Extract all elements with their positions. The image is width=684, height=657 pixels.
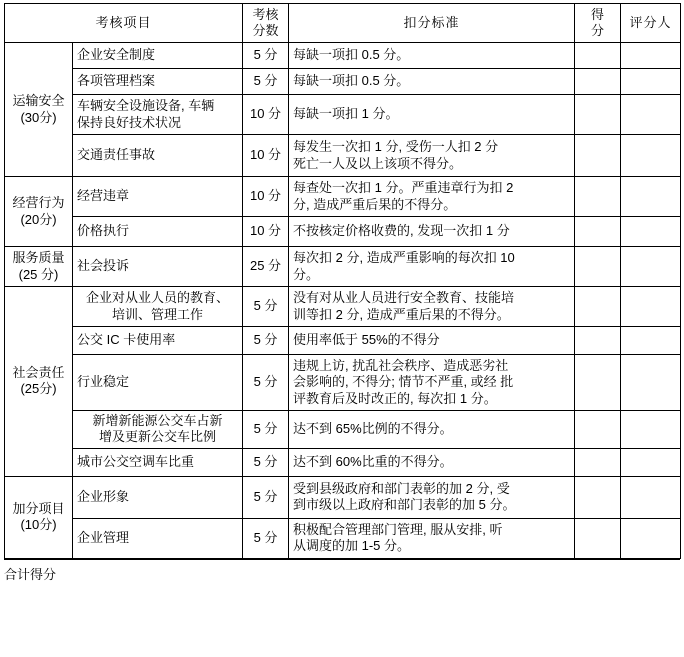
standard-cell: [289, 135, 575, 177]
item-cell: [73, 411, 243, 449]
category-line: 运输安全: [12, 93, 65, 109]
score-cell: 10 分: [243, 217, 289, 247]
total-divider: [4, 559, 680, 560]
header-row: [5, 4, 681, 43]
standard-line: 会影响的, 不得分; 情节不严重, 或经 批: [293, 374, 514, 390]
assessment-table: [4, 3, 681, 559]
category-line: 加分项目: [12, 500, 65, 516]
item-line: 企业管理: [77, 529, 130, 545]
standard-line: 到市级以上政府和部门表彰的加 5 分。: [293, 497, 516, 512]
category-cell: [5, 476, 73, 558]
item-cell: [73, 43, 243, 69]
standard-line: 受到县级政府和部门表彰的加 2 分, 受: [293, 480, 510, 496]
standard-cell: [289, 518, 575, 558]
item-line: 各项管理档案: [77, 73, 156, 89]
get-score-cell[interactable]: [575, 518, 621, 558]
category-line: (10分): [20, 517, 57, 532]
get-score-cell[interactable]: [575, 135, 621, 177]
standard-cell: [289, 69, 575, 95]
get-score-cell[interactable]: [575, 177, 621, 217]
standard-line: 没有对从业人员进行安全教育、技能培: [293, 290, 515, 306]
table-row: [5, 518, 681, 558]
get-score-cell[interactable]: [575, 448, 621, 476]
item-line: 城市公交空调车比重: [77, 453, 195, 469]
table-row: [5, 217, 681, 247]
score-cell: 5 分: [243, 69, 289, 95]
item-line: 新增新能源公交车占新: [92, 413, 223, 428]
standard-line: 评教育后及时改正的, 每次扣 1 分。: [293, 390, 497, 406]
judge-cell[interactable]: [621, 69, 681, 95]
standard-line: 使用率低于 55%的不得分: [293, 332, 440, 348]
item-cell: [73, 355, 243, 411]
get-score-cell[interactable]: [575, 69, 621, 95]
score-cell: 5 分: [243, 411, 289, 449]
standard-line: 分。: [293, 266, 320, 282]
header-score: [243, 4, 289, 43]
get-score-cell[interactable]: [575, 355, 621, 411]
category-cell: [5, 287, 73, 477]
table-row: [5, 411, 681, 449]
item-line: 车辆安全设施设备, 车辆: [77, 98, 215, 114]
table-body: [5, 43, 681, 559]
item-cell: [73, 177, 243, 217]
header-get-line2: 分: [591, 23, 605, 38]
standard-line: 不按核定价格收费的, 发现一次扣 1 分: [293, 223, 510, 239]
standard-cell: [289, 411, 575, 449]
judge-cell[interactable]: [621, 95, 681, 135]
item-cell: [73, 518, 243, 558]
header-score-line1: 考核: [252, 6, 279, 22]
score-cell: 5 分: [243, 43, 289, 69]
standard-line: 训等扣 2 分, 造成严重后果的不得分。: [293, 306, 510, 322]
score-cell: 5 分: [243, 476, 289, 518]
judge-cell[interactable]: [621, 411, 681, 449]
standard-cell: [289, 287, 575, 327]
judge-cell[interactable]: [621, 217, 681, 247]
standard-cell: [289, 177, 575, 217]
score-cell: 5 分: [243, 518, 289, 558]
get-score-cell[interactable]: [575, 247, 621, 287]
standard-cell: [289, 247, 575, 287]
standard-cell: [289, 43, 575, 69]
standard-cell: [289, 217, 575, 247]
score-cell: 5 分: [243, 287, 289, 327]
header-score-line2: 分数: [252, 23, 279, 38]
standard-line: 积极配合管理部门管理, 服从安排, 听: [293, 521, 503, 537]
table-row: [5, 247, 681, 287]
category-line: 经营行为: [12, 195, 65, 211]
judge-cell[interactable]: [621, 247, 681, 287]
judge-cell[interactable]: [621, 355, 681, 411]
header-get-score: [575, 4, 621, 43]
item-cell: [73, 217, 243, 247]
standard-cell: [289, 327, 575, 355]
standard-line: 每缺一项扣 1 分。: [293, 106, 399, 122]
table-row: [5, 327, 681, 355]
category-line: (25分): [20, 381, 57, 397]
table-row: [5, 95, 681, 135]
get-score-cell[interactable]: [575, 476, 621, 518]
table-row: [5, 476, 681, 518]
get-score-cell[interactable]: [575, 411, 621, 449]
standard-cell: [289, 95, 575, 135]
total-score-label: 合计得分: [4, 566, 57, 582]
header-judge: 评分人: [621, 4, 681, 43]
category-line: (30分): [20, 109, 57, 125]
item-cell: [73, 247, 243, 287]
judge-cell[interactable]: [621, 448, 681, 476]
standard-line: 分, 造成严重后果的不得分。: [293, 196, 457, 212]
item-line: 社会投诉: [77, 258, 130, 274]
score-cell: 5 分: [243, 448, 289, 476]
standard-cell: [289, 476, 575, 518]
item-line: 培训、管理工作: [112, 306, 204, 322]
table-row: [5, 287, 681, 327]
standard-line: 达不到 65%比例的不得分。: [293, 421, 453, 437]
header-category: 考核项目: [5, 4, 243, 43]
item-line: 行业稳定: [77, 374, 130, 390]
category-cell: [5, 247, 73, 287]
standard-cell: [289, 355, 575, 411]
judge-cell[interactable]: [621, 135, 681, 177]
standard-line: 每缺一项扣 0.5 分。: [293, 73, 410, 89]
table-header: [5, 4, 681, 43]
standard-line: 每发生一次扣 1 分, 受伤一人扣 2 分: [293, 139, 499, 155]
item-line: 价格执行: [77, 223, 130, 239]
assessment-sheet: [0, 3, 684, 657]
item-line: 保持良好技术状况: [77, 114, 182, 130]
judge-cell[interactable]: [621, 177, 681, 217]
judge-cell[interactable]: [621, 327, 681, 355]
standard-cell: [289, 448, 575, 476]
judge-cell[interactable]: [621, 287, 681, 327]
judge-cell[interactable]: [621, 476, 681, 518]
item-line: 交通责任事故: [77, 147, 156, 163]
header-get-line1: 得: [591, 6, 605, 22]
item-line: 公交 IC 卡使用率: [77, 332, 176, 348]
score-cell: 5 分: [243, 355, 289, 411]
table-row: [5, 43, 681, 69]
score-cell: 25 分: [243, 247, 289, 287]
standard-line: 违规上访, 扰乱社会秩序、造成恶劣社: [293, 358, 509, 374]
category-line: 社会责任: [12, 365, 65, 380]
item-line: 企业对从业人员的教育、: [86, 290, 230, 306]
item-line: 企业安全制度: [77, 47, 156, 63]
get-score-cell[interactable]: [575, 217, 621, 247]
standard-line: 每缺一项扣 0.5 分。: [293, 47, 410, 63]
standard-line: 每次扣 2 分, 造成严重影响的每次扣 10: [293, 250, 515, 266]
header-standard: 扣分标准: [289, 4, 575, 43]
standard-line: 死亡一人及以上该项不得分。: [293, 155, 463, 171]
get-score-cell[interactable]: [575, 327, 621, 355]
get-score-cell[interactable]: [575, 287, 621, 327]
standard-line: 达不到 60%比重的不得分。: [293, 453, 453, 469]
category-line: (25 分): [18, 266, 59, 282]
item-cell: [73, 135, 243, 177]
table-row: [5, 135, 681, 177]
item-cell: [73, 69, 243, 95]
item-line: 增及更新公交车比例: [99, 429, 217, 445]
category-cell: [5, 43, 73, 177]
standard-line: 每查处一次扣 1 分。严重违章行为扣 2: [293, 180, 514, 196]
judge-cell[interactable]: [621, 43, 681, 69]
item-cell: [73, 95, 243, 135]
table-row: [5, 177, 681, 217]
standard-line: 从调度的加 1-5 分。: [293, 538, 411, 553]
category-line: 服务质量: [12, 250, 65, 266]
score-cell: 10 分: [243, 135, 289, 177]
table-row: [5, 69, 681, 95]
item-line: 企业形象: [77, 488, 130, 504]
score-cell: 10 分: [243, 95, 289, 135]
item-cell: [73, 327, 243, 355]
category-line: (20分): [20, 211, 57, 227]
table-row: [5, 355, 681, 411]
item-line: 经营违章: [77, 188, 130, 204]
get-score-cell[interactable]: [575, 43, 621, 69]
get-score-cell[interactable]: [575, 95, 621, 135]
judge-cell[interactable]: [621, 518, 681, 558]
item-cell: [73, 476, 243, 518]
item-cell: [73, 287, 243, 327]
table-row: [5, 448, 681, 476]
score-cell: 5 分: [243, 327, 289, 355]
score-cell: 10 分: [243, 177, 289, 217]
item-cell: [73, 448, 243, 476]
category-cell: [5, 177, 73, 247]
